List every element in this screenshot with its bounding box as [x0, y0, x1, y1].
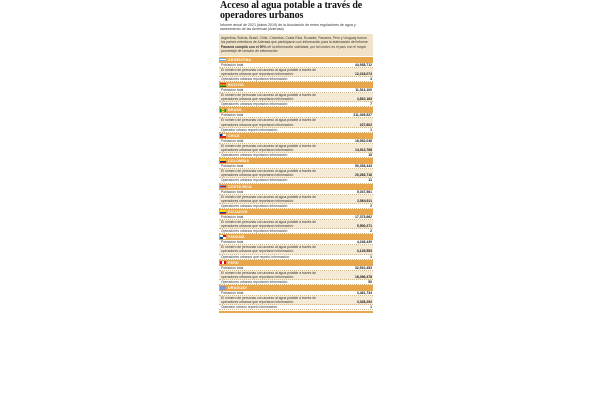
operators-row-label: Operador urbano reportó información:: [221, 305, 278, 310]
intro-note-bold: Panamá cumplió con el 90%: [221, 45, 267, 50]
intro-note-rest: de la información solicitada, por tal motivo es el país con el mayor porcentaje de omisión de información.: [221, 45, 367, 54]
population-row-value: 4,246,439: [356, 240, 372, 245]
people-row: [219, 220, 373, 229]
population-row-label: Población total: [221, 265, 244, 270]
country-section: [219, 57, 373, 82]
country-name: ARGENTINA: [228, 57, 252, 62]
people-row-value: 14,913,768: [355, 147, 372, 152]
country-name: PANAMÁ: [228, 235, 245, 240]
country-name: COSTA RICA: [228, 184, 252, 189]
bottom-rule: [219, 311, 373, 313]
country-section: [219, 260, 373, 285]
country-section: [219, 209, 373, 234]
population-row-label: Población total: [221, 164, 244, 169]
population-row-value: 44,938,712: [355, 62, 372, 67]
population-row-label: Población total: [221, 291, 244, 295]
people-row: [219, 68, 373, 77]
people-row-label: El número de personas con acceso al agua potable a través de operadores urbanos que reportaron información:: [221, 118, 316, 127]
operators-row-label: Operador urbano reportó información:: [221, 127, 278, 132]
flag-brasil-icon: [220, 109, 226, 113]
operators-row-value: 2: [370, 203, 372, 208]
country-section: [219, 107, 373, 132]
country-name: ECUADOR: [228, 209, 248, 214]
country-section: [219, 285, 373, 310]
operators-row-label: Operadores urbanos reportaron información:: [221, 76, 289, 81]
operators-row-label: Operadores urbanos reportaron información:: [221, 229, 289, 234]
population-row-value: 50,339,443: [355, 164, 372, 169]
operators-row-value: 1: [370, 127, 372, 132]
people-row-value: 5,500,271: [356, 224, 372, 229]
population-row-value: 11,513,100: [355, 88, 372, 92]
operators-row-value: 1: [370, 254, 372, 259]
people-row-value: 12,218,074: [355, 71, 372, 76]
people-row-label: El número de personas con acceso al agua potable a través de operadores urbanos que reportaron información:: [221, 194, 316, 203]
population-row-label: Población total: [221, 113, 244, 118]
people-row-value: 3,129,553: [356, 249, 372, 254]
flag-panama-icon: [220, 235, 226, 239]
operators-row-label: Operadores urbanos reportaron información:: [221, 203, 289, 208]
operators-row-value: 7: [370, 102, 372, 107]
country-section: [219, 82, 373, 107]
country-name: CHILE: [228, 133, 240, 138]
operators-row-value: 2: [370, 229, 372, 234]
people-row: [219, 118, 373, 127]
operators-row-label: Operadores urbanos que reportó información:: [221, 254, 290, 259]
people-row: [219, 245, 373, 254]
intro-countries: Argentina, Bolivia, Brasil, Chile, Colombia, Costa Rica, Ecuador, Panamá, Perú y Uruguay fueron los países miembros de Aderasa que participaron con información para la elaboración del informe.: [221, 35, 369, 45]
operators-row: [219, 305, 373, 310]
country-name: COLOMBIA: [228, 159, 250, 164]
flag-peru-icon: [220, 261, 226, 265]
people-row-label: El número de personas con acceso al agua potable a través de operadores urbanos que reportaron información:: [221, 67, 316, 76]
country-list: [219, 57, 373, 311]
population-row-value: 17,373,662: [355, 214, 372, 219]
flag-argentina-icon: [220, 58, 226, 62]
people-row-label: El número de personas con acceso al agua potable a través de operadores urbanos que reportaron información:: [221, 219, 316, 229]
country-section: [219, 184, 373, 209]
population-row-value: 211,049,527: [353, 113, 372, 118]
flag-colombia-icon: [220, 159, 226, 163]
people-row-value: 18,396,478: [355, 274, 372, 279]
operators-row-label: Operadores urbanos reportaron información:: [221, 153, 289, 158]
people-row: [219, 195, 373, 204]
operators-row-label: Operadores urbanos reportaron información:: [221, 102, 289, 107]
people-row-label: El número de personas con acceso al agua potable a través de operadores urbanos que reportaron información:: [221, 169, 316, 178]
flag-ecuador-icon: [220, 210, 226, 214]
people-row-label: El número de personas con acceso al agua potable a través de operadores urbanos que reportaron información:: [221, 245, 316, 254]
population-row-label: Población total: [221, 214, 244, 219]
country-name: BRASIL: [228, 108, 243, 113]
operators-row-value: 1: [370, 305, 372, 310]
people-row-label: El número de personas con acceso al agua potable a través de operadores urbanos que reportaron información:: [221, 143, 316, 152]
people-row: [219, 296, 373, 305]
infographic-card: [219, 0, 373, 313]
flag-chile-icon: [220, 134, 226, 138]
population-row-label: Población total: [221, 62, 244, 67]
population-row-value: 3,461,734: [356, 291, 372, 295]
people-row: [219, 93, 373, 102]
intro-note: [221, 45, 371, 53]
country-name: PERÚ: [228, 260, 239, 265]
people-row-value: 2,564,911: [357, 198, 372, 203]
country-name: URUGUAY: [228, 286, 248, 290]
operators-row-label: Operadores urbanos reportaron información:: [221, 279, 289, 284]
people-row-value: 227,602: [359, 122, 372, 127]
intro-box: [219, 34, 373, 56]
flag-costa-rica-icon: [220, 185, 226, 189]
people-row: [219, 144, 373, 153]
people-row: [219, 271, 373, 280]
people-row-label: El número de personas con acceso al agua potable a través de operadores urbanos que reportaron información:: [221, 296, 316, 305]
flag-bolivia-icon: [220, 83, 226, 87]
population-row-label: Población total: [221, 138, 244, 143]
people-row-value: 3,328,292: [356, 300, 372, 305]
people-row: [219, 169, 373, 178]
operators-row-value: 15: [368, 153, 372, 158]
country-section: [219, 234, 373, 259]
operators-row-label: Operadores urbanos reportaron información:: [221, 178, 289, 183]
people-row-value: 4,810,163: [356, 97, 372, 102]
operators-row-value: 3: [370, 76, 372, 81]
people-row-value: 20,263,716: [355, 173, 372, 178]
population-row-label: Población total: [221, 189, 244, 194]
page-title: Acceso al agua potable a través de operadores urbanos: [220, 0, 363, 21]
population-row-value: 32,510,453: [355, 265, 372, 270]
operators-row-value: 50: [368, 279, 372, 284]
country-section: [219, 133, 373, 158]
population-row-label: Población total: [221, 240, 244, 245]
flag-uruguay-icon: [220, 286, 226, 290]
subtitle: Informe anual de 2021 (datos 2019) de la Asociación de entes reguladores de agua y saneamiento de las Américas (Aderasa): [220, 23, 356, 32]
people-row-label: El número de personas con acceso al agua potable a través de operadores urbanos que reportaron información:: [221, 93, 316, 102]
population-row-value: 18,952,038: [355, 138, 372, 143]
population-row-label: Población total: [221, 88, 244, 92]
people-row-label: El número de personas con acceso al agua potable a través de operadores urbanos que reportaron información:: [221, 270, 316, 279]
operators-row-value: 11: [368, 178, 372, 183]
population-row-value: 5,047,561: [356, 189, 372, 194]
country-section: [219, 158, 373, 183]
country-name: BOLIVIA: [228, 83, 244, 87]
